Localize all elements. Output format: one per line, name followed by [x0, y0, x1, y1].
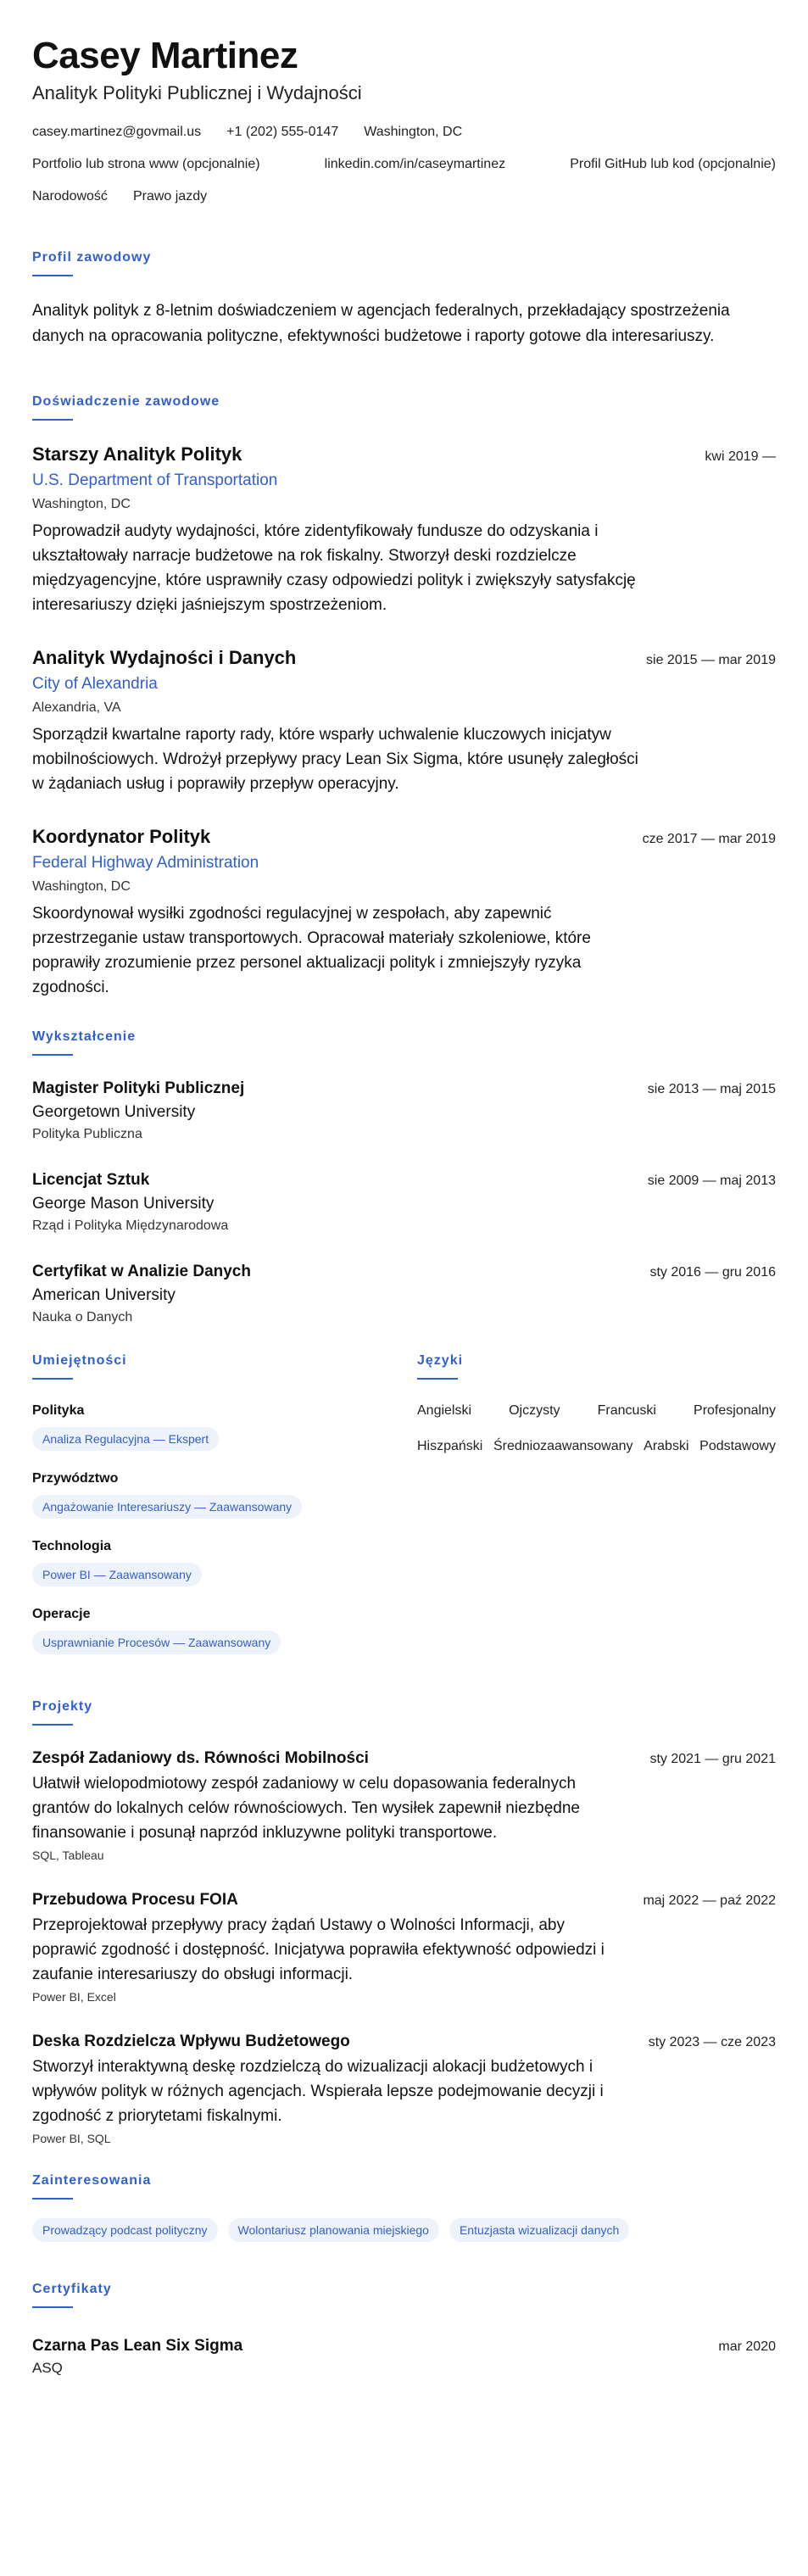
- profile-section: [32, 249, 776, 349]
- education-school: Georgetown University: [32, 1103, 196, 1121]
- job-description: Poprowadził audyty wydajności, które zidentyfikowały fundusze do odzyskania i ukształtowały narracje budżetowe na rok fiskalny. Stworzył deski rozdzielcze międzyagencyjne, które usprawniły czasy odpowiedzi polityk i zwiększyły satysfakcję interesariuszy dzięki jaśniejszym spostrzeżeniom.: [32, 522, 636, 614]
- education-school: George Mason University: [32, 1195, 215, 1213]
- contact-nationality: Narodowość: [32, 189, 108, 204]
- education-section: [32, 1029, 776, 1327]
- section-divider: [417, 1378, 458, 1380]
- education-list: [32, 1078, 776, 1327]
- job-description: Skoordynował wysiłki zgodności regulacyjnej w zespołach, aby zapewnić przestrzeganie ustaw transportowych. Opracował materiały szkoleniowe, które poprawiły zrozumienie przez personel aktualizacji polityk i zmniejszyły ryzyka zgodności.: [32, 905, 591, 996]
- language-name: Hiszpański: [417, 1439, 483, 1453]
- candidate-title: Analityk Polityki Publicznej i Wydajności: [32, 82, 362, 103]
- project-description: Ułatwił wielopodmiotowy zespół zadaniowy w celu dopasowania federalnych grantów do lokalnych celów równościowych. Ten wysiłek zapewnił niezbędne finansowanie i posunął naprzód inkluzywne polityki transportowe.: [32, 1775, 580, 1842]
- section-heading: Zainteresowania: [32, 2173, 152, 2188]
- interests-list: [32, 2218, 776, 2242]
- project-title: Zespół Zadaniowy ds. Równości Mobilności: [32, 1749, 369, 1767]
- section-divider: [32, 275, 73, 276]
- education-entry: [32, 1078, 776, 1144]
- language-name: Angielski: [417, 1403, 472, 1418]
- section-heading: Umiejętności: [32, 1353, 127, 1368]
- language-level: Ojczysty: [509, 1403, 560, 1418]
- job-description: Sporządził kwartalne raporty rady, które wsparły uchwalenie kluczowych inicjatyw mobilnościowych. Wdrożył przepływy pracy Lean Six Sigma, które usunęły zaległości w żądaniach usług i poprawiły przepływ operacyjny.: [32, 726, 638, 793]
- section-divider: [32, 1054, 73, 1056]
- interest-chip: Prowadzący podcast polityczny: [32, 2218, 218, 2242]
- section-divider: [32, 2306, 73, 2308]
- certificates-section: [32, 2281, 776, 2378]
- interests-section: [32, 2172, 776, 2242]
- education-degree: Magister Polityki Publicznej: [32, 1079, 245, 1097]
- candidate-name: Casey Martinez: [32, 35, 298, 76]
- project-title: Przebudowa Procesu FOIA: [32, 1891, 238, 1909]
- contact-email[interactable]: casey.martinez@govmail.us: [32, 125, 202, 139]
- skills-languages-section: [32, 1352, 776, 1673]
- job-entry: [32, 825, 776, 1000]
- language-row: [417, 1402, 776, 1420]
- project-tech: Power BI, Excel: [32, 1990, 116, 2004]
- skill-group: [32, 1537, 405, 1586]
- section-heading: Projekty: [32, 1699, 93, 1714]
- projects-list: [32, 1748, 776, 2147]
- project-description: Przeprojektował przepływy pracy żądań Ustawy o Wolności Informacji, aby poprawić zgodność i dostępność. Inicjatywa poprawiła efektywność odpowiedzi i zaufanie interesariuszy do obsługi informacji.: [32, 1916, 605, 1983]
- education-degree: Certyfikat w Analizie Danych: [32, 1263, 251, 1280]
- education-degree: Licencjat Sztuk: [32, 1171, 150, 1189]
- languages-list: [417, 1402, 776, 1456]
- job-company: City of Alexandria: [32, 675, 158, 693]
- contact-row-extra: [32, 188, 776, 205]
- skill-category: Technologia: [32, 1539, 112, 1553]
- education-field: Nauka o Danych: [32, 1310, 133, 1324]
- job-company: U.S. Department of Transportation: [32, 471, 278, 489]
- skill-category: Operacje: [32, 1607, 91, 1621]
- section-heading: Doświadczenie zawodowe: [32, 394, 220, 409]
- contact-github[interactable]: Profil GitHub lub kod (opcjonalnie): [570, 157, 776, 171]
- certificate-title: Czarna Pas Lean Six Sigma: [32, 2337, 243, 2355]
- education-field: Rząd i Polityka Międzynarodowa: [32, 1218, 229, 1233]
- certificates-list: [32, 2335, 776, 2378]
- project-title: Deska Rozdzielcza Wpływu Budżetowego: [32, 2032, 350, 2050]
- education-field: Polityka Publiczna: [32, 1127, 142, 1141]
- section-heading: Profil zawodowy: [32, 250, 152, 265]
- language-level: Średniozaawansowany: [493, 1439, 633, 1453]
- contact-license: Prawo jazdy: [132, 189, 208, 204]
- education-entry: [32, 1261, 776, 1327]
- skill-chip: Usprawnianie Procesów — Zaawansowany: [32, 1631, 281, 1654]
- section-divider: [32, 2198, 73, 2200]
- project-tech: Power BI, SQL: [32, 2132, 111, 2145]
- job-date: cze 2017 — mar 2019: [642, 832, 776, 846]
- job-title: Koordynator Polityk: [32, 826, 211, 847]
- language-row: [417, 1437, 776, 1456]
- job-date: kwi 2019 —: [705, 449, 776, 464]
- language-level: Podstawowy: [699, 1439, 776, 1453]
- project-description: Stworzył interaktywną deskę rozdzielczą do wizualizacji alokacji budżetowych i wpływów polityk w różnych agencjach. Wspierała lepsze podejmowanie decyzji i zgodność z priorytetami fiskalnymi.: [32, 2058, 604, 2125]
- interest-chip: Wolontariusz planowania miejskiego: [228, 2218, 439, 2242]
- contact-linkedin[interactable]: linkedin.com/in/caseymartinez: [324, 157, 506, 171]
- experience-list: [32, 443, 776, 1000]
- project-entry: [32, 2031, 776, 2147]
- job-title: Starszy Analityk Polityk: [32, 443, 242, 465]
- job-location: Alexandria, VA: [32, 700, 121, 715]
- project-entry: [32, 1748, 776, 1864]
- skill-chip: Analiza Regulacyjna — Ekspert: [32, 1427, 219, 1451]
- language-name: Arabski: [644, 1439, 689, 1453]
- certificate-entry: [32, 2335, 776, 2378]
- contact-phone[interactable]: +1 (202) 555-0147: [226, 125, 339, 139]
- job-entry: [32, 443, 776, 617]
- job-location: Washington, DC: [32, 497, 131, 511]
- skill-group: [32, 1605, 405, 1654]
- job-company: Federal Highway Administration: [32, 854, 259, 872]
- job-entry: [32, 646, 776, 796]
- experience-section: [32, 393, 776, 1000]
- section-divider: [32, 419, 73, 421]
- language-level: Profesjonalny: [694, 1403, 776, 1418]
- contact-portfolio[interactable]: Portfolio lub strona www (opcjonalnie): [32, 157, 260, 171]
- projects-section: [32, 1698, 776, 2147]
- education-date: sty 2016 — gru 2016: [649, 1265, 776, 1280]
- interest-chip: Entuzjasta wizualizacji danych: [449, 2218, 629, 2242]
- resume-header: [32, 34, 776, 205]
- project-entry: [32, 1889, 776, 2005]
- section-heading: Języki: [417, 1353, 464, 1368]
- project-tech: SQL, Tableau: [32, 1848, 104, 1862]
- education-date: sie 2013 — maj 2015: [647, 1082, 776, 1096]
- project-date: sty 2023 — cze 2023: [648, 2035, 776, 2049]
- skills-list: [32, 1402, 405, 1654]
- education-school: American University: [32, 1286, 176, 1304]
- contact-row-primary: [32, 124, 776, 141]
- skill-category: Polityka: [32, 1403, 85, 1418]
- skills-column: [32, 1352, 405, 1673]
- skill-chip: Power BI — Zaawansowany: [32, 1563, 202, 1586]
- skill-group: [32, 1402, 405, 1451]
- project-date: sty 2021 — gru 2021: [649, 1752, 776, 1766]
- job-title: Analityk Wydajności i Danych: [32, 647, 297, 668]
- education-entry: [32, 1169, 776, 1235]
- section-heading: Certyfikaty: [32, 2282, 112, 2296]
- skill-chip: Angażowanie Interesariuszy — Zaawansowany: [32, 1495, 302, 1519]
- contact-location: Washington, DC: [364, 125, 463, 139]
- language-name: Francuski: [597, 1403, 656, 1418]
- project-date: maj 2022 — paź 2022: [643, 1893, 776, 1908]
- section-divider: [32, 1724, 73, 1726]
- contact-row-links: [32, 156, 776, 173]
- skill-category: Przywództwo: [32, 1471, 119, 1486]
- languages-column: [417, 1352, 776, 1673]
- certificate-date: mar 2020: [718, 2339, 776, 2354]
- section-heading: Wykształcenie: [32, 1029, 137, 1044]
- education-date: sie 2009 — maj 2013: [647, 1174, 776, 1188]
- section-divider: [32, 1378, 73, 1380]
- certificate-org: ASQ: [32, 2360, 63, 2376]
- skill-group: [32, 1469, 405, 1519]
- job-date: sie 2015 — mar 2019: [646, 653, 776, 667]
- job-location: Washington, DC: [32, 879, 131, 894]
- profile-summary: Analityk polityk z 8-letnim doświadczeniem w agencjach federalnych, przekładający spostrzeżenia danych na opracowania polityczne, efektywności budżetowe i raporty gotowe dla interesariuszy.: [32, 302, 730, 345]
